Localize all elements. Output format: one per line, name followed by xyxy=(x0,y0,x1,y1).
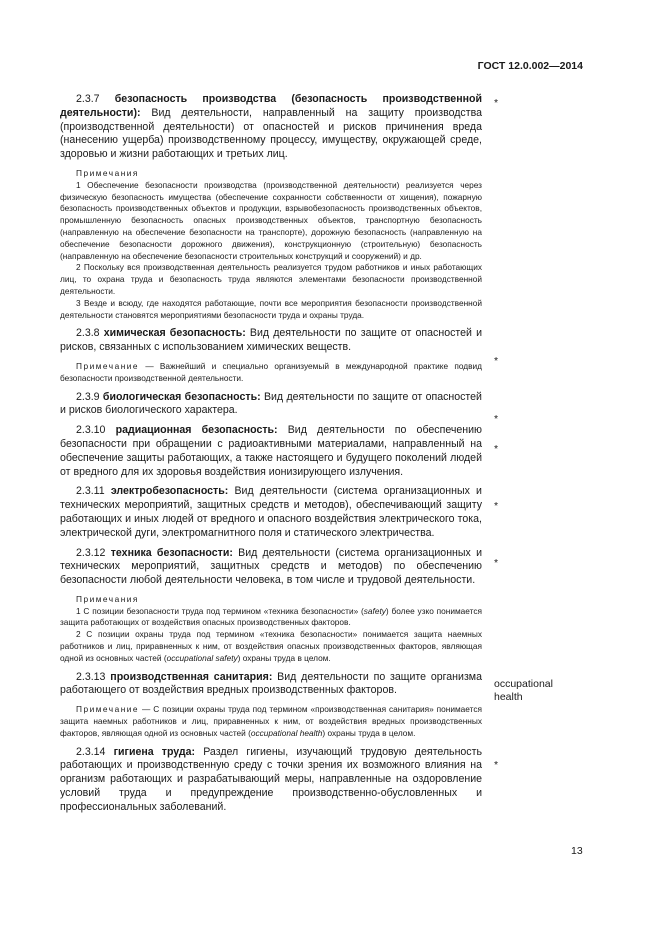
note-heading: Примечания xyxy=(76,167,139,178)
term-number: 2.3.8 xyxy=(76,327,100,340)
term-name: гигиена труда: xyxy=(113,745,196,758)
term-definition: Вид деятельности (система организационных и технических мероприятий, защитных средств и методов), обеспечивающий защиту работающих и иных людей от вредного и опасного воздействия электрического тока, электрической дуги, электромагнитного поля и статического электричества. xyxy=(60,485,482,539)
note-text: — Важнейший и специально организуемый в международной практике подвид безопасности производственной деятельности. xyxy=(60,360,483,383)
term-entry xyxy=(60,391,482,419)
term-name: производственная санитария: xyxy=(110,670,273,683)
term-number: 2.3.7 xyxy=(76,93,100,105)
term-number: 2.3.9 xyxy=(76,390,100,403)
term-number: 2.3.10 xyxy=(76,424,106,437)
side-marker: * xyxy=(494,443,499,455)
side-english-line: health xyxy=(494,691,523,703)
note-heading: Примечание xyxy=(76,360,140,371)
term-name: электробезопасность: xyxy=(110,485,229,498)
term-definition: Вид деятельности по защите от опасностей и рисков, связанных с использованием химических веществ. xyxy=(60,327,482,354)
side-marker: * xyxy=(494,355,499,367)
term-number: 2.3.14 xyxy=(76,745,106,758)
note-paragraph: 1 С позиции безопасности труда под термином «техника безопасности» (safety) более узко понимается защита работающих от воздействия опасных производственных факторов. xyxy=(60,605,482,628)
term-number: 2.3.11 xyxy=(76,485,105,498)
term-definition: Вид деятельности по защите организма работающего от воздействия вредных производственных факторов. xyxy=(60,670,482,697)
side-marker: * xyxy=(494,500,499,512)
term-entry xyxy=(60,547,482,588)
standard-header: ГОСТ 12.0.002—2014 xyxy=(477,60,583,72)
side-english-line: occupational xyxy=(494,678,553,690)
note-block xyxy=(60,168,482,321)
term-number: 2.3.12 xyxy=(76,546,106,559)
term-definition: Раздел гигиены, изучающий трудовую деятельность работающих и производственную среду с точки зрения их возможного влияния на организм работающих и разрабатывающий меры, направленные на оздоровление условий труда и предупреждение производственно-обусловленных и профессиональных заболеваний. xyxy=(60,745,482,813)
note-paragraph: 2 С позиции охраны труда под термином «техника безопасности» понимается защита наемных работников и лиц, приравненных к ним, от воздействия опасных производственных факторов, являющая одной из основных частей (occupational safety) охраны труда в целом. xyxy=(60,629,482,663)
note-heading: Примечания xyxy=(76,593,139,604)
note-paragraph: 1 Обеспечение безопасности производства (производственной деятельности) реализуется через физическую безопасность имущества (обеспечение сохранности собственности от хищения), пожарную безопасность производственных объектов и продукции, взрывобезопасность производственных объектов, промышленную безопасность опасных производственных объектов, транспортную безопасность (направленную на обеспечение безопасности на транспорте), дорожную безопасность (направленную на обеспечение безопасности дорожного движения), конструкционную (строительную) безопасность (направленную на обеспечение безопасности строительных конструкций и сооружений) и др. xyxy=(60,179,482,261)
term-definition: Вид деятельности по обеспечению безопасности при обращении с радиоактивными материалами, направленный на обеспечение защиты работающих, а также настоящего и будущего поколений людей от вредного для их здоровья воздействия ионизирующего излучения. xyxy=(60,424,482,478)
note-block xyxy=(60,361,482,385)
note-paragraph: 3 Везде и всюду, где находятся работающие, почти все мероприятия безопасности производственной деятельности становятся мероприятиями безопасности труда и охраны труда. xyxy=(60,297,482,320)
term-name: безопасность производства (безопасность производственной деятельности): xyxy=(60,93,482,119)
side-marker: * xyxy=(494,557,499,569)
term-name: радиационная безопасность: xyxy=(115,424,278,437)
side-marker: * xyxy=(494,413,499,425)
main-text xyxy=(60,93,482,821)
term-entry xyxy=(60,327,482,355)
term-entry xyxy=(60,671,482,699)
side-marker: * xyxy=(494,97,499,109)
term-entry xyxy=(60,93,482,162)
term-name: биологическая безопасность: xyxy=(102,390,261,403)
term-entry xyxy=(60,424,482,479)
side-marker: * xyxy=(494,759,499,771)
note-paragraph: 2 Поскольку вся производственная деятельность реализуется трудом работников и иных работающих лиц, то охрана труда и безопасность труда являются элементами безопасности производственной деятельности. xyxy=(60,262,482,296)
term-definition: Вид деятельности по защите от опасностей и рисков биологического характера. xyxy=(60,390,482,417)
term-name: техника безопасности: xyxy=(110,546,233,559)
term-definition: Вид деятельности, направленный на защиту производства (производственной деятельности) от опасностей и рисков причинения вреда (нанесению ущерба) производственному процессу, имуществу, окружающей среде, здоровью и жизни работающих и третьих лиц. xyxy=(60,106,482,161)
term-entry xyxy=(60,746,482,815)
term-name: химическая безопасность: xyxy=(103,327,246,340)
side-english-term xyxy=(494,678,584,704)
note-paragraph: Примечание — С позиции охраны труда под термином «производственная санитария» понимается защита наемных работников и лиц, приравненных к ним, от воздействия вредных производственных факторов, являющая одной из основных частей (occupational health) охраны труда в целом. xyxy=(60,704,482,738)
term-definition: Вид деятельности (система организационных и технических мероприятий, защитных средств и методов) по обеспечению безопасности любой деятельности человека, в том числе и трудовой деятельности. xyxy=(60,546,482,587)
note-paragraph xyxy=(60,361,482,385)
note-block xyxy=(60,594,482,665)
page-number: 13 xyxy=(571,845,583,857)
term-number: 2.3.13 xyxy=(76,670,106,683)
term-entry xyxy=(60,485,482,540)
note-block xyxy=(60,704,482,739)
note-heading: Примечание xyxy=(76,704,140,715)
